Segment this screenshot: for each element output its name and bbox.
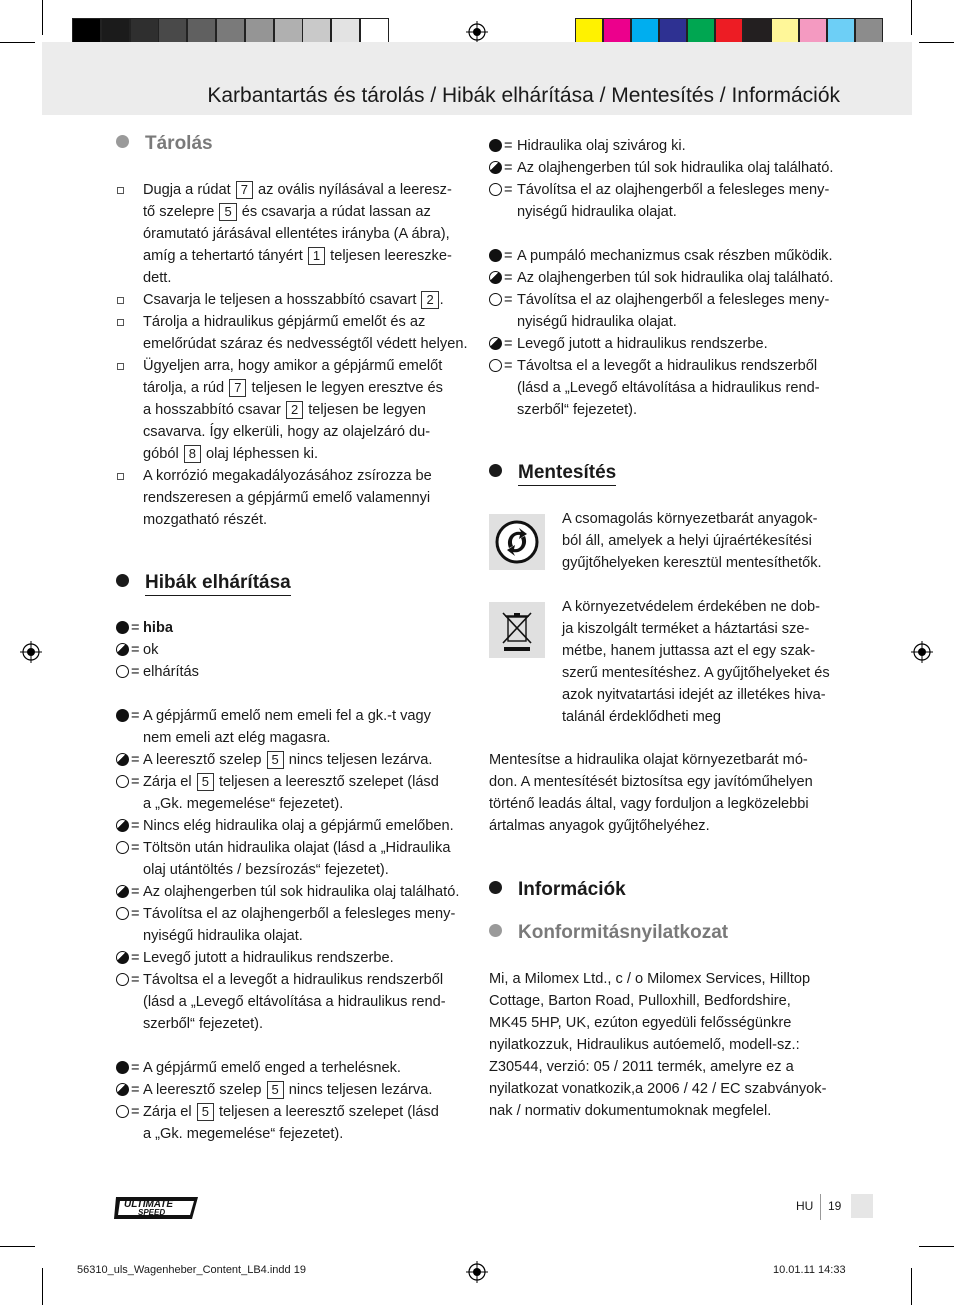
text-line xyxy=(517,289,829,311)
legend-label: elhárítás xyxy=(143,664,199,680)
language-code: HU xyxy=(796,1199,814,1213)
text-span: tárolja, a rúd xyxy=(143,380,229,396)
text-span: teljesen le legyen eresztve és xyxy=(247,380,443,396)
part-number-box: 5 xyxy=(267,1081,284,1099)
text-line: nyilatkozzuk, Hidraulikus autóemelő, modell-sz.: xyxy=(489,1037,800,1053)
text-span: Távoltsa el a levegőt a hidraulikus rendszerből xyxy=(517,358,818,374)
text-line xyxy=(143,333,468,355)
text-span: a hosszabbító csavar xyxy=(143,402,285,418)
section-heading-conformity: Konformitásnyilatkozat xyxy=(489,922,728,944)
equals-sign: = xyxy=(131,620,140,636)
equals-sign: = xyxy=(131,950,140,966)
text-span: és csavarja a rúdat lassan az xyxy=(237,204,431,220)
checkbox-bullet-icon xyxy=(117,363,124,370)
part-number-box: 1 xyxy=(308,247,325,265)
text-line: ból áll, amelyek a helyi újraértékesítési xyxy=(562,533,812,549)
text-line xyxy=(143,465,432,487)
text-line xyxy=(517,201,677,223)
text-line: Mi, a Milomex Ltd., c / o Milomex Services, Hilltop xyxy=(489,971,811,987)
crop-mark xyxy=(0,42,35,43)
crop-mark xyxy=(919,42,954,43)
section-heading-storage: Tárolás xyxy=(116,133,213,155)
page-number: 19 xyxy=(828,1199,842,1213)
print-date: 10.01.11 14:33 xyxy=(773,1264,846,1276)
remedy-symbol-icon xyxy=(116,907,129,920)
registration-mark-icon xyxy=(20,641,42,663)
weee-bin-icon xyxy=(489,602,545,658)
text-span: góból xyxy=(143,446,183,462)
page-tab xyxy=(851,1194,873,1218)
bullet-icon xyxy=(116,135,129,148)
text-span: teljesen leereszke- xyxy=(326,248,452,264)
text-span: teljesen be legyen xyxy=(304,402,426,418)
text-span: Töltsön után hidraulika olajat (lásd a „Hidraulika xyxy=(143,840,451,856)
text-line xyxy=(517,311,677,333)
text-span: csavarva. Így elkerüli, hogy az olajelzáró du- xyxy=(143,424,431,440)
text-line xyxy=(143,859,389,881)
remedy-symbol-icon xyxy=(116,775,129,788)
remedy-symbol-icon xyxy=(116,973,129,986)
text-line xyxy=(517,267,833,289)
text-span: Távolítsa el az olajhengerből a felesleges meny- xyxy=(143,906,456,922)
text-span: óramutató járásával ellentétes irányba (A ábra), xyxy=(143,226,450,242)
text-line xyxy=(143,267,171,289)
text-line xyxy=(517,355,817,377)
remedy-symbol-icon xyxy=(116,665,129,678)
text-line: azok nyitvatartási idejét az illetékes hiva- xyxy=(562,687,826,703)
text-line xyxy=(143,421,430,443)
crop-mark xyxy=(42,0,43,35)
text-span: (lásd a „Levegő eltávolítása a hidraulikus rend- xyxy=(517,380,820,396)
text-span: nincs teljesen lezárva. xyxy=(284,1082,433,1098)
text-span: Nincs elég hidraulika olaj a gépjármű emelőben. xyxy=(143,818,454,834)
text-span: nyiségű hidraulika olajat. xyxy=(517,314,677,330)
text-span: rendszeresen a gépjármű emelő valamennyi xyxy=(143,490,431,506)
text-line: métbe, hanem juttassa azt el egy szak- xyxy=(562,643,816,659)
text-line xyxy=(143,1123,343,1145)
fault-symbol-icon xyxy=(489,249,502,262)
equals-sign: = xyxy=(131,642,140,658)
text-span: szerből“ fejezetet). xyxy=(517,402,638,418)
brand-logo xyxy=(112,1193,200,1223)
text-line: Z30544, verzió: 05 / 2011 termék, amelyre ez a xyxy=(489,1059,794,1075)
text-line xyxy=(143,727,330,749)
text-span: tő szelepre xyxy=(143,204,219,220)
registration-mark-icon xyxy=(911,641,933,663)
equals-sign: = xyxy=(131,818,140,834)
crop-mark xyxy=(0,1246,35,1247)
text-span: nincs teljesen lezárva. xyxy=(284,752,433,768)
text-span: a „Gk. megemelése“ fejezetet). xyxy=(143,796,344,812)
part-number-box: 5 xyxy=(219,203,236,221)
cause-symbol-icon xyxy=(489,271,502,284)
equals-sign: = xyxy=(131,1082,140,1098)
equals-sign: = xyxy=(131,1060,140,1076)
crop-mark xyxy=(911,1268,912,1305)
section-heading-info: Információk xyxy=(489,879,626,901)
text-span: Az olajhengerben túl sok hidraulika olaj található. xyxy=(143,884,460,900)
remedy-symbol-icon xyxy=(116,1105,129,1118)
text-span: A leeresztő szelep xyxy=(143,752,266,768)
equals-sign: = xyxy=(131,708,140,724)
fault-symbol-icon xyxy=(116,1061,129,1074)
text-span: . xyxy=(439,292,444,308)
text-span: Zárja el xyxy=(143,1104,196,1120)
checkbox-bullet-icon xyxy=(117,187,124,194)
cause-symbol-icon xyxy=(116,753,129,766)
text-span: a „Gk. megemelése“ fejezetet). xyxy=(143,1126,344,1142)
text-line: ja kiszolgált terméket a háztartási sze- xyxy=(562,621,810,637)
text-line xyxy=(143,903,455,925)
text-span: nyiségű hidraulika olajat. xyxy=(517,204,677,220)
bullet-icon xyxy=(489,464,502,477)
text-span: Dugja a rúdat xyxy=(143,182,235,198)
text-line xyxy=(143,487,430,509)
part-number-box: 8 xyxy=(184,445,201,463)
bullet-icon xyxy=(116,574,129,587)
text-line xyxy=(143,837,450,859)
equals-sign: = xyxy=(504,138,513,154)
equals-sign: = xyxy=(504,248,513,264)
text-line xyxy=(517,377,820,399)
crop-mark xyxy=(911,0,912,35)
text-line xyxy=(143,377,443,399)
bullet-icon xyxy=(489,924,502,937)
equals-sign: = xyxy=(504,270,513,286)
remedy-symbol-icon xyxy=(116,841,129,854)
text-line xyxy=(143,179,452,201)
text-span: Távolítsa el az olajhengerből a felesleges meny- xyxy=(517,292,830,308)
text-span: Hidraulika olaj szivárog ki. xyxy=(517,138,686,154)
text-line xyxy=(143,1057,401,1079)
text-span: Tárolja a hidraulikus gépjármű emelőt és az xyxy=(143,314,426,330)
text-line xyxy=(517,157,833,179)
text-span: olaj utántöltés / bezsírozás“ fejezetet). xyxy=(143,862,389,878)
text-line xyxy=(143,245,452,267)
equals-sign: = xyxy=(504,292,513,308)
text-span: Távoltsa el a levegőt a hidraulikus rendszerből xyxy=(143,972,444,988)
equals-sign: = xyxy=(504,336,513,352)
text-line xyxy=(517,399,637,421)
crop-mark xyxy=(919,1246,954,1247)
text-line xyxy=(143,355,442,377)
text-line xyxy=(143,881,459,903)
cause-symbol-icon xyxy=(116,885,129,898)
equals-sign: = xyxy=(131,752,140,768)
text-span: Távolítsa el az olajhengerből a felesleges meny- xyxy=(517,182,830,198)
text-line xyxy=(143,443,318,465)
text-span: nyiségű hidraulika olajat. xyxy=(143,928,303,944)
green-dot-recycling-icon xyxy=(489,514,545,570)
footer-divider xyxy=(820,1194,821,1220)
equals-sign: = xyxy=(504,160,513,176)
part-number-box: 5 xyxy=(197,1103,214,1121)
crop-mark xyxy=(42,1268,43,1305)
fault-symbol-icon xyxy=(116,621,129,634)
remedy-symbol-icon xyxy=(489,293,502,306)
text-span: Ügyeljen arra, hogy amikor a gépjármű emelőt xyxy=(143,358,443,374)
text-line xyxy=(143,793,343,815)
logo-text-top: ULTIMATE xyxy=(124,1199,174,1210)
text-span: Csavarja le teljesen a hosszabbító csavart xyxy=(143,292,421,308)
checkbox-bullet-icon xyxy=(117,473,124,480)
fault-symbol-icon xyxy=(489,139,502,152)
part-number-box: 2 xyxy=(421,291,438,309)
cause-symbol-icon xyxy=(116,819,129,832)
cause-symbol-icon xyxy=(116,643,129,656)
text-span: A gépjármű emelő enged a terhelésnek. xyxy=(143,1060,401,1076)
text-line xyxy=(517,245,833,267)
checkbox-bullet-icon xyxy=(117,319,124,326)
text-span: A leeresztő szelep xyxy=(143,1082,266,1098)
text-line xyxy=(143,289,444,311)
text-line xyxy=(143,201,431,223)
text-line xyxy=(143,991,446,1013)
section-heading-disposal: Mentesítés xyxy=(489,462,616,484)
text-line: Cottage, Barton Road, Pulloxhill, Bedfordshire, xyxy=(489,993,791,1009)
text-span: Az olajhengerben túl sok hidraulika olaj található. xyxy=(517,270,834,286)
text-line: talánál érdeklődheti meg xyxy=(562,709,722,725)
text-line: gyűjtőhelyeken keresztül mentesíthetők. xyxy=(562,555,822,571)
text-line xyxy=(143,399,426,421)
remedy-symbol-icon xyxy=(489,359,502,372)
part-number-box: 5 xyxy=(197,773,214,791)
equals-sign: = xyxy=(131,884,140,900)
text-span: teljesen a leeresztő szelepet (lásd xyxy=(214,774,439,790)
text-line xyxy=(517,135,686,157)
text-span: dett. xyxy=(143,270,172,286)
text-span: A pumpáló mechanizmus csak részben működik. xyxy=(517,248,833,264)
equals-sign: = xyxy=(504,358,513,374)
text-span: emelőrúdat száraz és nedvességtől védett helyen. xyxy=(143,336,468,352)
text-span: mozgatható részét. xyxy=(143,512,268,528)
text-line xyxy=(143,771,439,793)
equals-sign: = xyxy=(504,182,513,198)
page-title: Karbantartás és tárolás / Hibák elhárítása / Mentesítés / Információk xyxy=(207,84,840,107)
text-span: A gépjármű emelő nem emeli fel a gk.-t vagy xyxy=(143,708,431,724)
cause-symbol-icon xyxy=(489,161,502,174)
equals-sign: = xyxy=(131,774,140,790)
text-span: (lásd a „Levegő eltávolítása a hidraulikus rend- xyxy=(143,994,446,1010)
bullet-icon xyxy=(489,881,502,894)
legend-label: hiba xyxy=(143,620,173,636)
text-span: szerből“ fejezetet). xyxy=(143,1016,264,1032)
text-line: MK45 5HP, UK, ezúton egyedüli felősségünkre xyxy=(489,1015,792,1031)
equals-sign: = xyxy=(131,906,140,922)
text-line xyxy=(517,333,768,355)
equals-sign: = xyxy=(131,664,140,680)
registration-mark-icon xyxy=(466,21,488,43)
text-line xyxy=(143,223,450,245)
part-number-box: 5 xyxy=(267,751,284,769)
section-heading-troubleshooting: Hibák elhárítása xyxy=(116,572,291,594)
text-span: nem emeli azt elég magasra. xyxy=(143,730,331,746)
registration-mark-icon xyxy=(466,1261,488,1283)
text-line: don. A mentesítését biztosítsa egy javítóműhelyen xyxy=(489,774,813,790)
part-number-box: 2 xyxy=(286,401,303,419)
text-line: történő leadás által, vagy forduljon a legközelebbi xyxy=(489,796,809,812)
text-line xyxy=(143,1101,439,1123)
fault-symbol-icon xyxy=(116,709,129,722)
text-line xyxy=(143,1079,432,1101)
cause-symbol-icon xyxy=(116,951,129,964)
cause-symbol-icon xyxy=(116,1083,129,1096)
text-line: nak / normativ dokumentumoknak megfelel. xyxy=(489,1103,772,1119)
text-line: nyilatkozat vonatkozik,a 2006 / 42 / EC szabványok- xyxy=(489,1081,827,1097)
text-span: Levegő jutott a hidraulikus rendszerbe. xyxy=(143,950,394,966)
text-line: Mentesítse a hidraulika olajat környezetbarát mó- xyxy=(489,752,808,768)
text-line: A csomagolás környezetbarát anyagok- xyxy=(562,511,818,527)
text-span: Az olajhengerben túl sok hidraulika olaj található. xyxy=(517,160,834,176)
text-line: szerű mentesítéshez. A gyűjtőhelyeket és xyxy=(562,665,830,681)
text-line xyxy=(143,1013,263,1035)
text-span: Levegő jutott a hidraulikus rendszerbe. xyxy=(517,336,768,352)
equals-sign: = xyxy=(131,840,140,856)
part-number-box: 7 xyxy=(229,379,246,397)
text-line xyxy=(143,311,425,333)
remedy-symbol-icon xyxy=(489,183,502,196)
text-line xyxy=(143,947,394,969)
logo-text-bottom: SPEED xyxy=(138,1208,166,1217)
text-line xyxy=(143,705,431,727)
text-line xyxy=(143,925,303,947)
file-name: 56310_uls_Wagenheber_Content_LB4.indd 19 xyxy=(77,1264,306,1276)
equals-sign: = xyxy=(131,972,140,988)
text-line: A környezetvédelem érdekében ne dob- xyxy=(562,599,820,615)
cause-symbol-icon xyxy=(489,337,502,350)
text-line xyxy=(143,969,443,991)
text-span: teljesen a leeresztő szelepet (lásd xyxy=(214,1104,439,1120)
text-span: az ovális nyílásával a leeresz- xyxy=(253,182,452,198)
text-span: A korrózió megakadályozásához zsírozza be xyxy=(143,468,432,484)
checkbox-bullet-icon xyxy=(117,297,124,304)
legend-label: ok xyxy=(143,642,159,658)
text-line xyxy=(143,749,432,771)
text-span: amíg a tehertartó tányért xyxy=(143,248,307,264)
equals-sign: = xyxy=(131,1104,140,1120)
text-line xyxy=(517,179,829,201)
part-number-box: 7 xyxy=(236,181,253,199)
text-line: ártalmas anyagok gyűjtőhelyéhez. xyxy=(489,818,710,834)
text-span: olaj léphessen ki. xyxy=(202,446,319,462)
text-span: Zárja el xyxy=(143,774,196,790)
text-line xyxy=(143,815,454,837)
text-line xyxy=(143,509,267,531)
